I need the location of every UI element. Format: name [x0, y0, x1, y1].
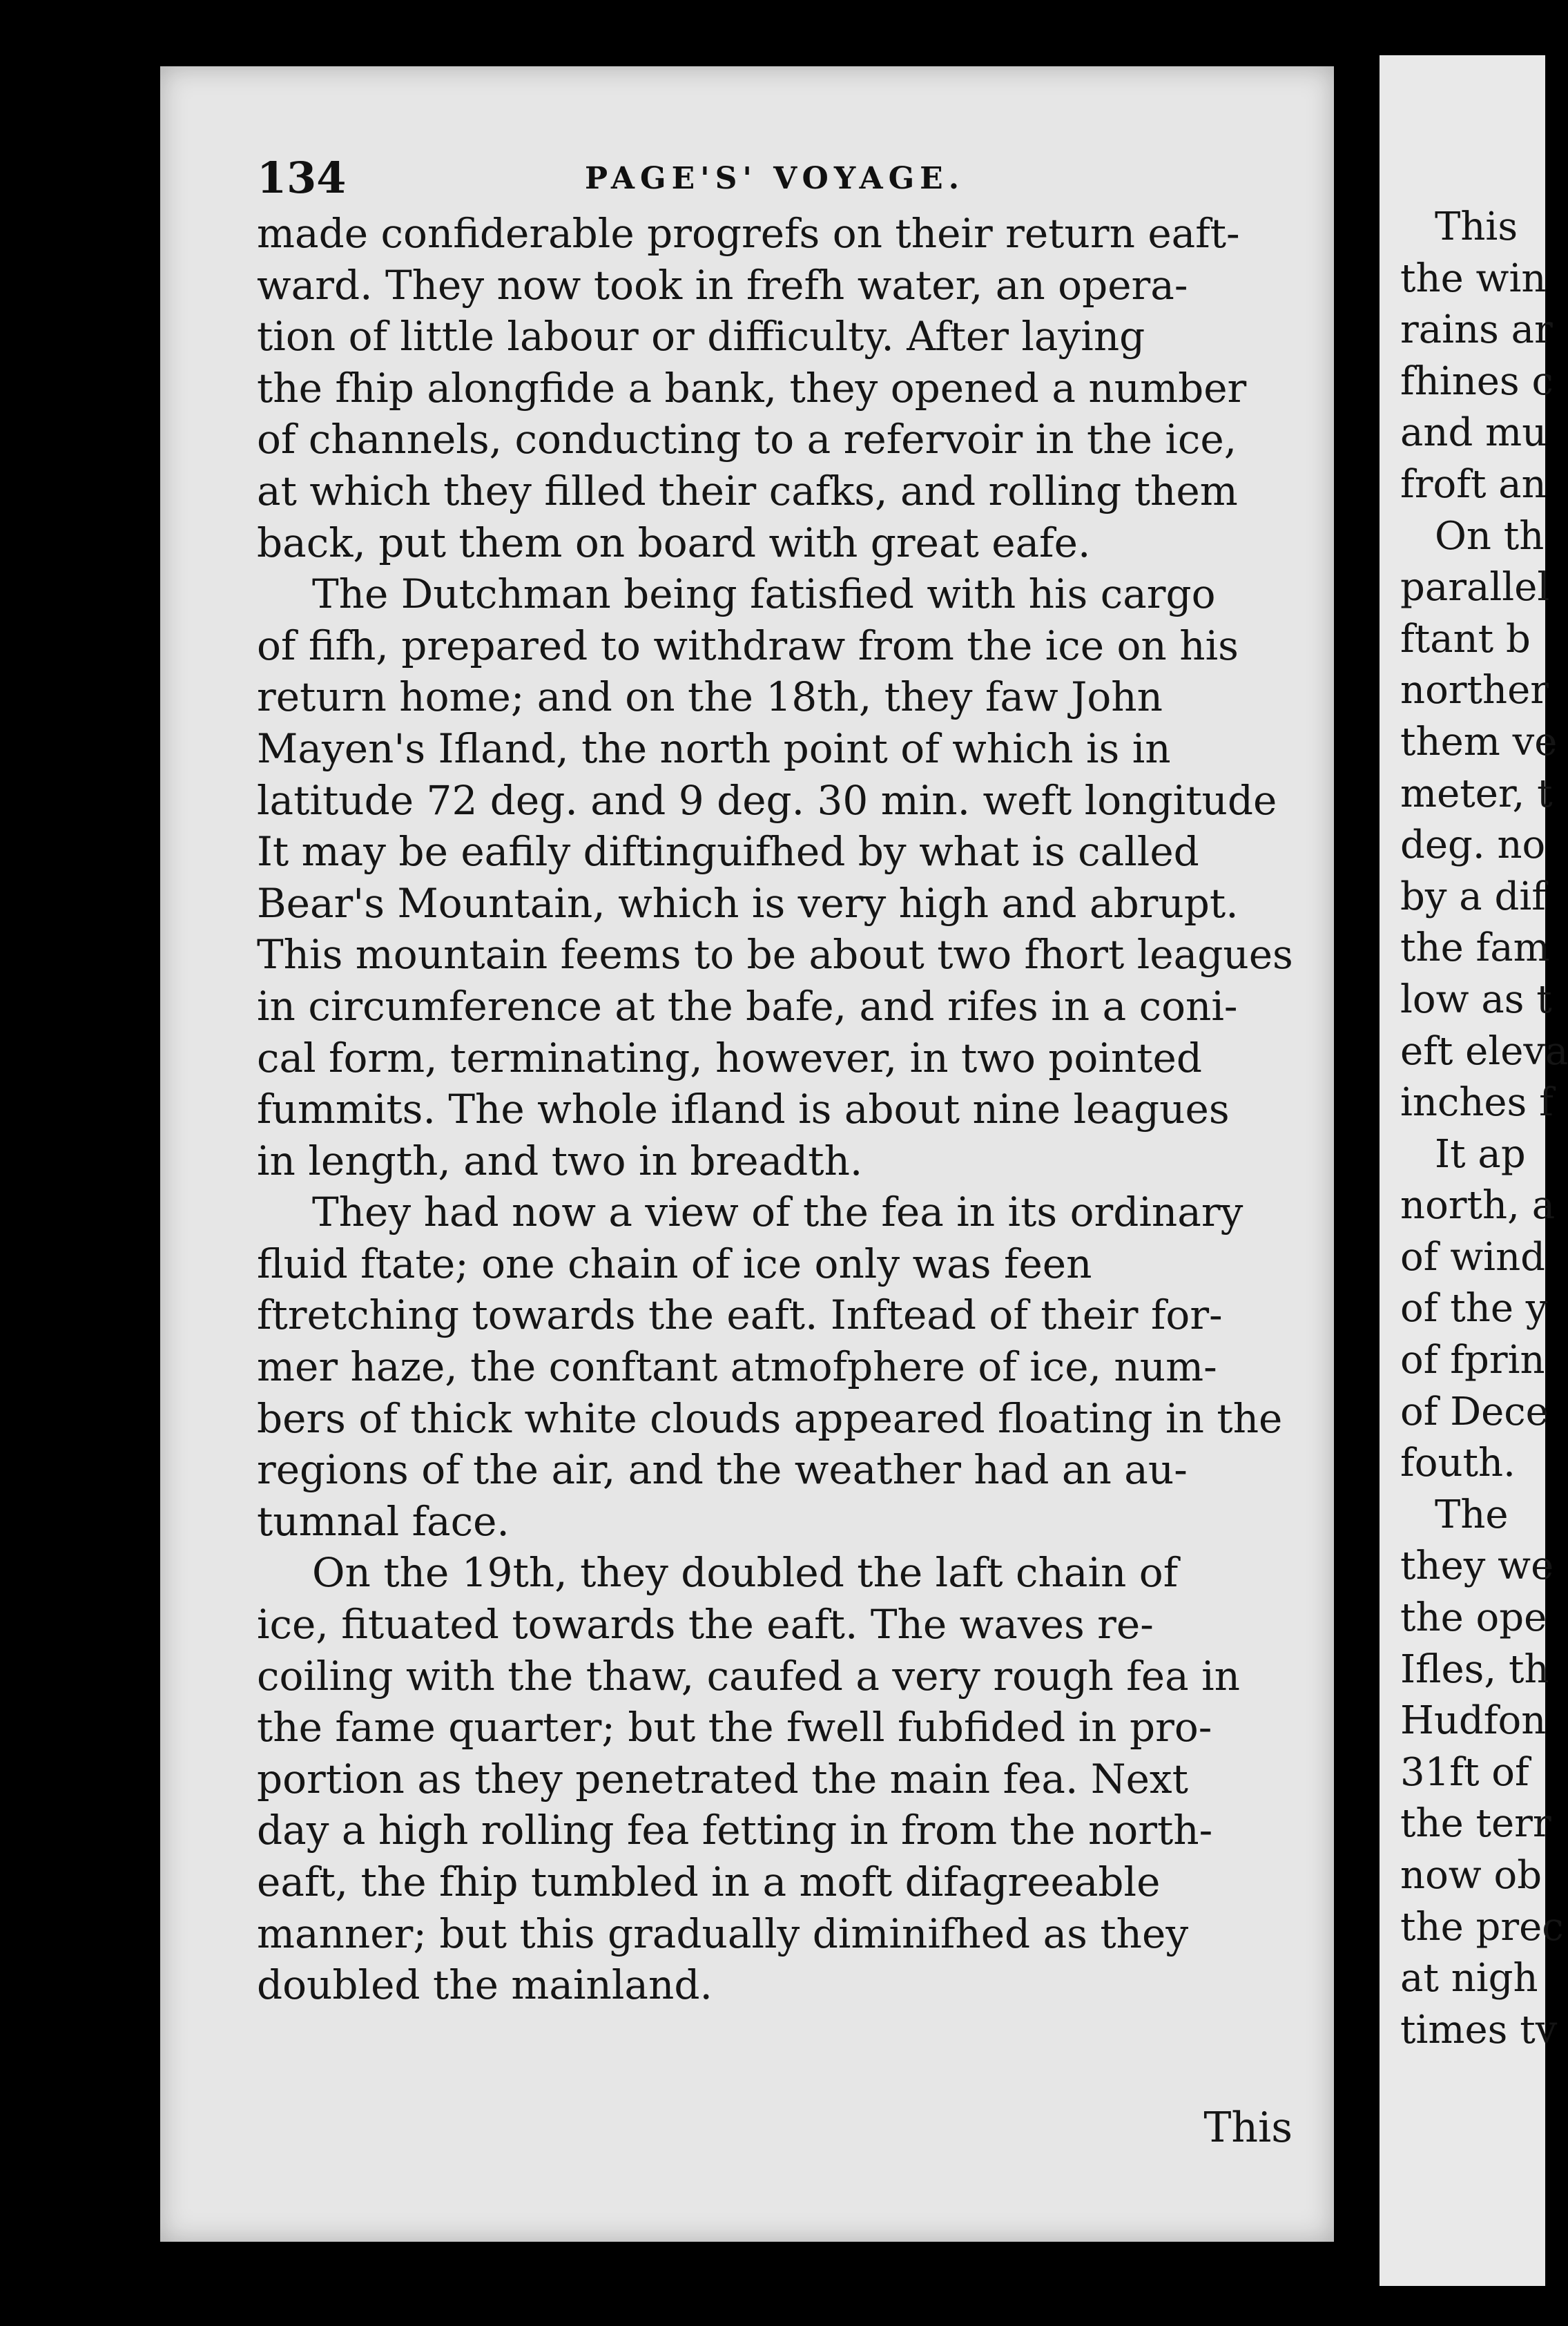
body-text	[257, 208, 1299, 2011]
text-line: ward. They now took in frefh water, an opera-	[257, 261, 1188, 309]
text-line: latitude 72 deg. and 9 deg. 30 min. weft longitude	[257, 776, 1277, 824]
text-line: low as t	[1400, 977, 1552, 1022]
text-line: made confiderable progrefs on their return eaft-	[257, 210, 1240, 257]
text-line: doubled the mainland.	[257, 1961, 713, 2009]
right-page-text	[1400, 202, 1568, 2056]
text-line: The Dutchman being fatisfied with his cargo	[312, 570, 1216, 618]
text-line: rains ar	[1400, 307, 1553, 353]
text-line: the terr	[1400, 1801, 1551, 1847]
text-line: bers of thick white clouds appeared floating in the	[257, 1394, 1283, 1442]
text-line: by a dif	[1400, 874, 1546, 919]
right-page	[1380, 55, 1568, 2286]
text-line: deg. no	[1400, 823, 1546, 868]
text-line: in circumference at the bafe, and rifes in a coni-	[257, 982, 1238, 1030]
text-line: eaft, the fhip tumbled in a moft difagreeable	[257, 1858, 1161, 1905]
text-line: of fprin	[1400, 1338, 1545, 1383]
text-line: 31ft of	[1400, 1749, 1529, 1795]
text-line: the fam	[1400, 925, 1550, 971]
text-line: mer haze, the conftant atmofphere of ice, num-	[257, 1343, 1217, 1391]
text-line: ftant b	[1400, 616, 1531, 662]
text-line: This mountain feems to be about two fhort leagues	[257, 931, 1293, 979]
text-line: the win	[1400, 256, 1547, 301]
text-line: they we	[1400, 1544, 1554, 1589]
text-line: the ope	[1400, 1595, 1547, 1641]
text-line: at nigh	[1400, 1956, 1538, 2001]
text-line: The	[1435, 1492, 1509, 1537]
text-line: them ve	[1400, 719, 1558, 765]
text-line: fhines c	[1400, 358, 1554, 404]
text-line: froft an	[1400, 461, 1547, 507]
text-line: It ap	[1435, 1131, 1526, 1177]
text-line: tion of little labour or difficulty. After laying	[257, 313, 1145, 361]
text-line: regions of the air, and the weather had an au-	[257, 1446, 1188, 1494]
text-line: north, a	[1400, 1183, 1556, 1229]
text-line: at which they filled their cafks, and rolling them	[257, 467, 1238, 515]
left-page	[160, 66, 1334, 2242]
text-line: On th	[1435, 513, 1545, 559]
text-line: of channels, conducting to a refervoir in the ice,	[257, 416, 1237, 463]
page-header	[257, 153, 1293, 201]
text-line: manner; but this gradually diminifhed as they	[257, 1910, 1189, 1957]
text-line: eft eleva	[1400, 1028, 1568, 1074]
text-line: It may be eafily diftinguifhed by what is called	[257, 828, 1199, 876]
text-line: Hudfon	[1400, 1698, 1547, 1744]
text-line: fummits. The whole ifland is about nine leagues	[257, 1086, 1230, 1133]
text-line: day a high rolling fea fetting in from the north-	[257, 1807, 1213, 1854]
text-line: fluid ftate; one chain of ice only was feen	[257, 1240, 1092, 1287]
text-line: of the y	[1400, 1286, 1548, 1332]
text-line: Ifles, th	[1400, 1646, 1549, 1692]
text-line: now ob	[1400, 1853, 1542, 1898]
text-line: of wind	[1400, 1234, 1545, 1280]
text-line: of Dece	[1400, 1389, 1549, 1434]
text-line: and mu	[1400, 410, 1547, 456]
page-number: 134	[257, 153, 347, 203]
text-line: portion as they penetrated the main fea. Next	[257, 1755, 1188, 1803]
text-line: On the 19th, they doubled the laft chain of	[312, 1549, 1179, 1597]
text-line: Mayen's Ifland, the north point of which is in	[257, 724, 1171, 772]
text-line: inches f	[1400, 1080, 1554, 1126]
catchword: This	[1203, 2104, 1293, 2152]
text-line: the fame quarter; but the fwell fubfided in pro-	[257, 1704, 1212, 1751]
text-line: the fhip alongfide a bank, they opened a number	[257, 364, 1247, 412]
text-line: Bear's Mountain, which is very high and abrupt.	[257, 879, 1239, 927]
text-line: in length, and two in breadth.	[257, 1137, 863, 1184]
text-line: cal form, terminating, however, in two pointed	[257, 1034, 1203, 1082]
text-line: norther	[1400, 668, 1549, 713]
text-line: ftretching towards the eaft. Inftead of their for-	[257, 1291, 1223, 1339]
text-line: times tv	[1400, 2007, 1558, 2053]
running-head: PAGE'S' VOYAGE.	[584, 161, 965, 196]
text-line: This	[1435, 204, 1518, 249]
text-line: the prec	[1400, 1904, 1564, 1950]
text-line: coiling with the thaw, caufed a very rough fea in	[257, 1652, 1241, 1700]
text-line: fouth.	[1400, 1441, 1516, 1486]
text-line: of fifh, prepared to withdraw from the ice on his	[257, 622, 1239, 669]
text-line: return home; and on the 18th, they faw John	[257, 673, 1163, 721]
text-line: meter, t	[1400, 771, 1553, 816]
text-line: They had now a view of the fea in its ordinary	[312, 1189, 1243, 1236]
text-line: parallel	[1400, 565, 1550, 611]
text-line: ice, fituated towards the eaft. The waves re-	[257, 1601, 1154, 1649]
text-line: tumnal face.	[257, 1497, 510, 1545]
text-line: back, put them on board with great eafe.	[257, 519, 1091, 566]
